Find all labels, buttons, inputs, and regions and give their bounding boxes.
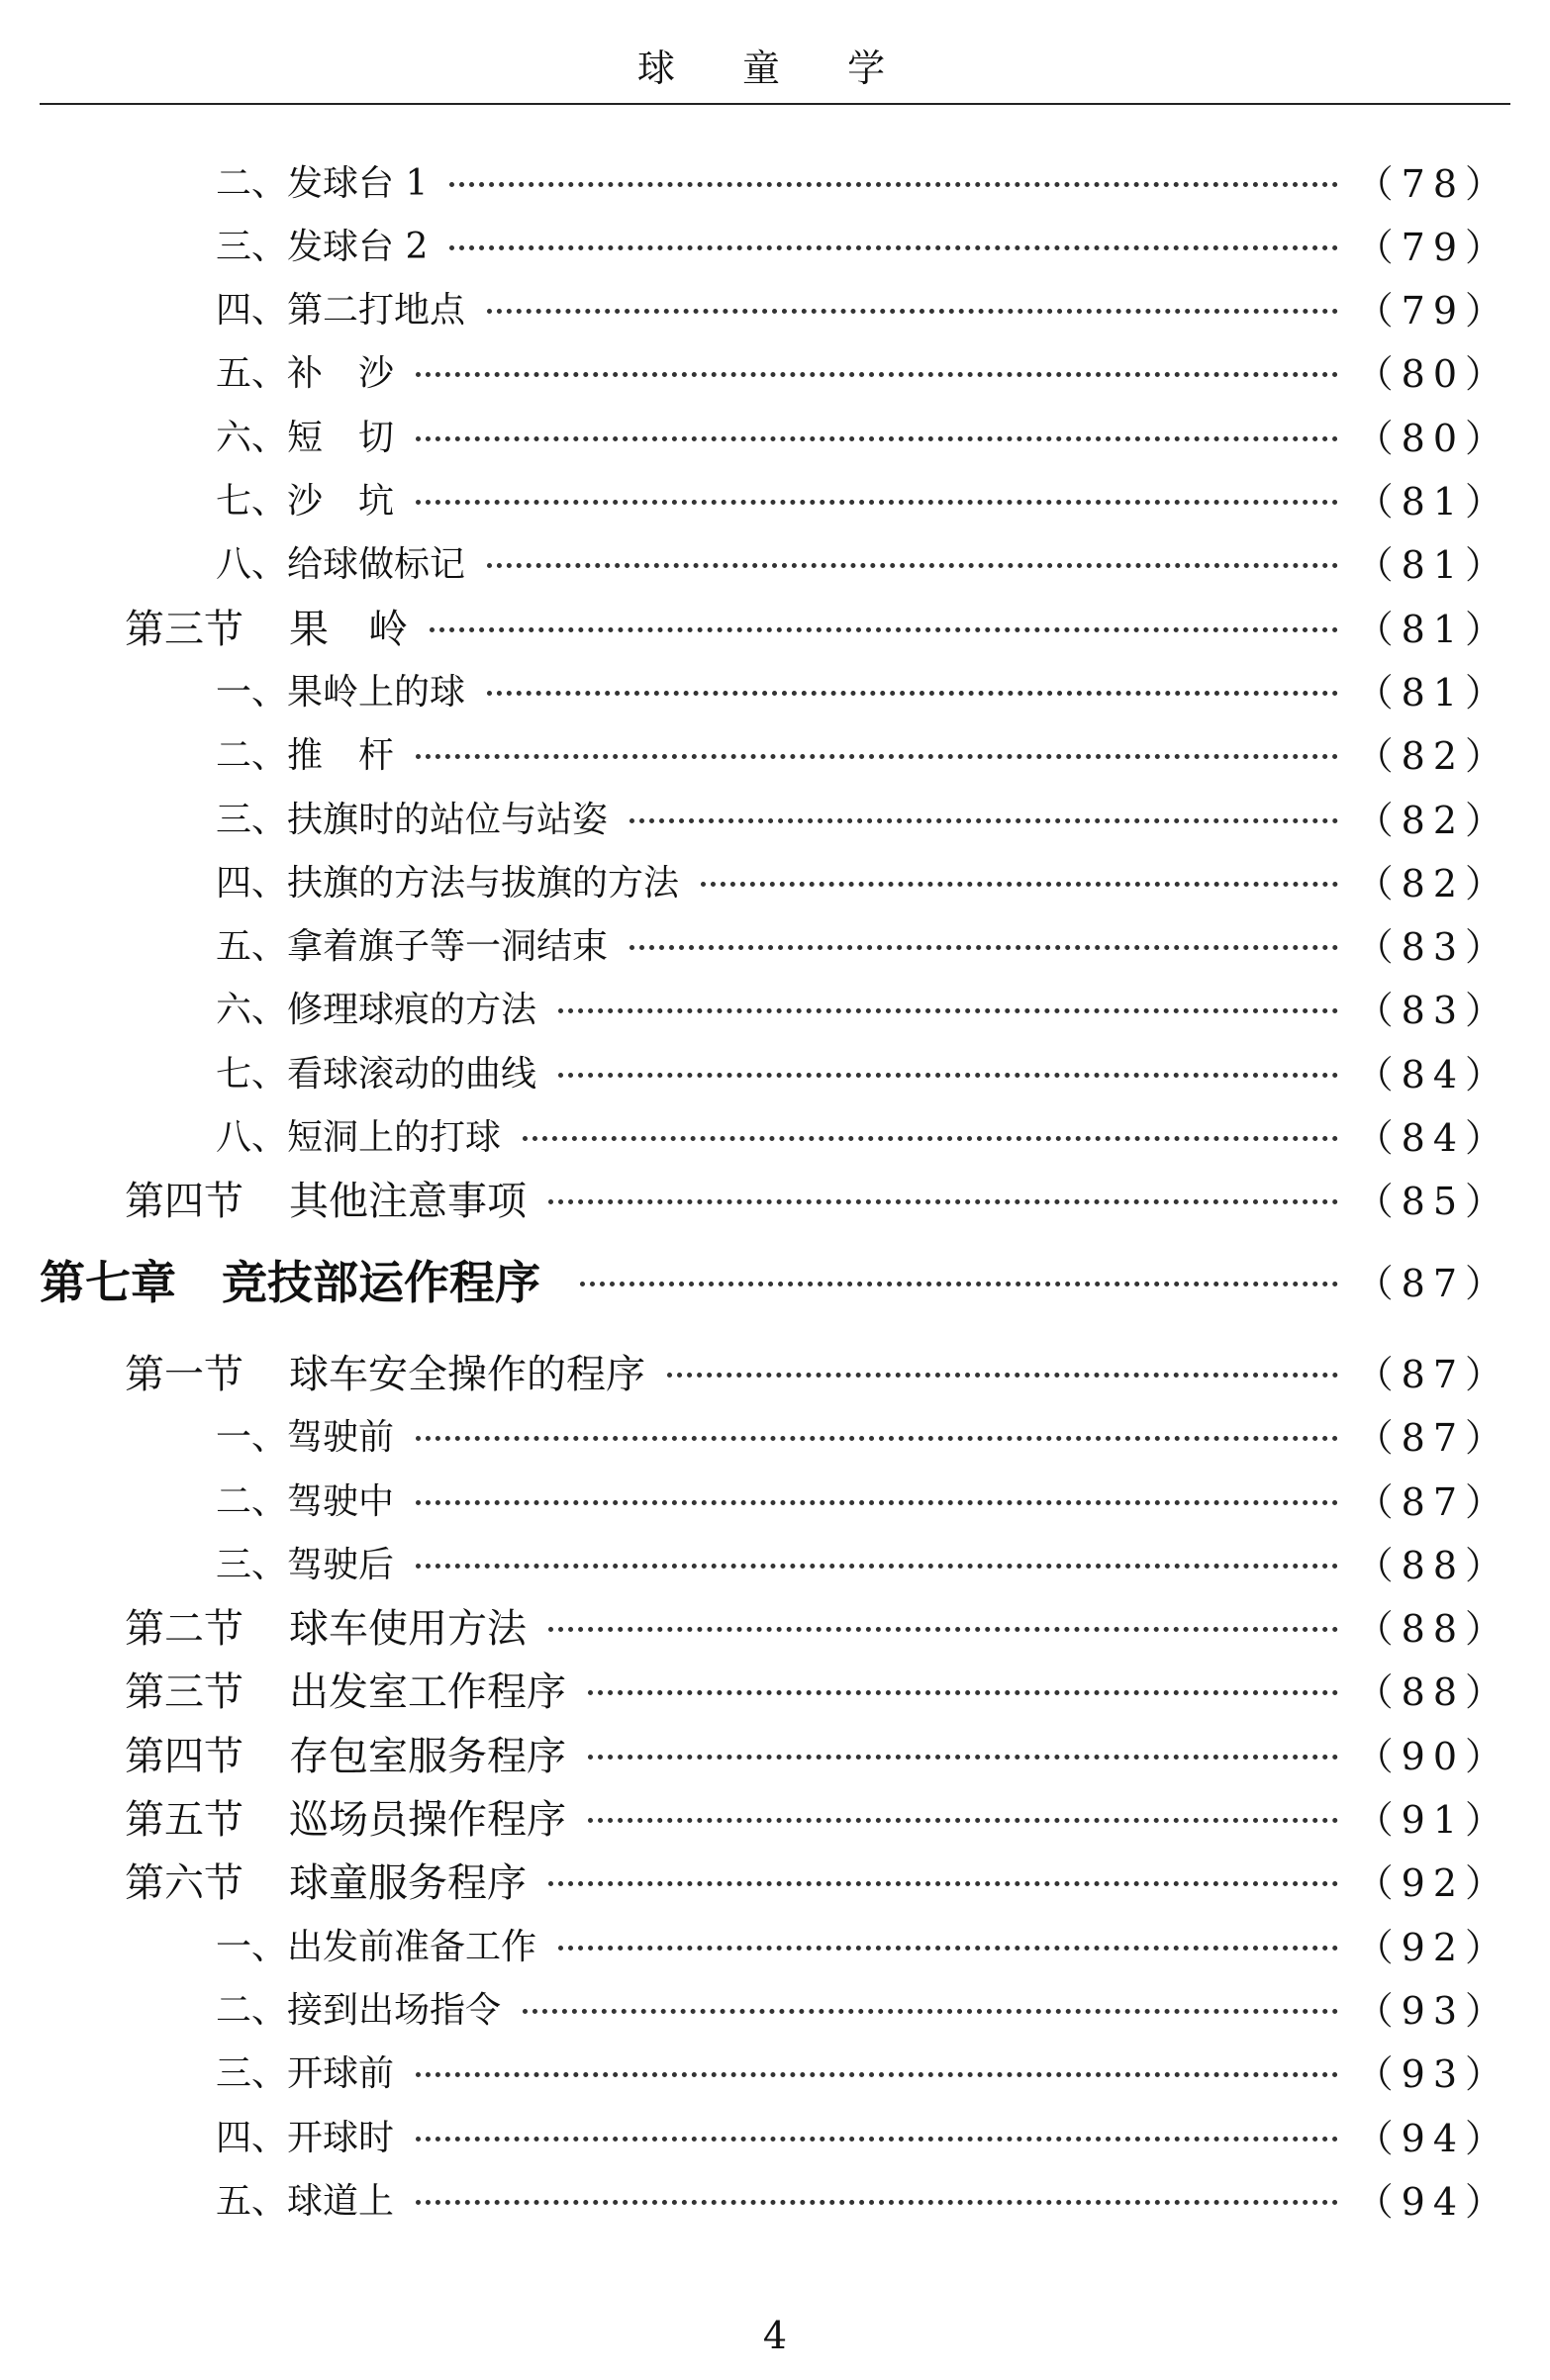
toc-entry-title: 三、开球前 [216,2053,395,2095]
toc-entry-label [216,345,394,396]
toc-entry-title: 三、扶旗时的站位与站姿 [216,799,609,840]
toc-entry-title: 八、给球做标记 [216,544,466,586]
toc-entry-item [216,2166,1510,2230]
toc-entry-number: 第四节 [125,1733,243,1779]
toc-entry-item [216,467,1510,530]
toc-entry-section [125,1721,1510,1784]
toc-entry-page: （81） [1355,480,1510,524]
dot-leader [416,372,1338,377]
toc-entry-label [125,1661,566,1717]
toc-entry-page: （79） [1355,225,1510,269]
toc-entry-label [125,1343,645,1399]
dot-leader [630,945,1338,950]
toc-entry-item [216,339,1510,403]
dot-leader [416,2137,1338,2142]
toc-entry-number: 第三节 [125,606,243,652]
dot-leader [487,309,1338,314]
toc-entry-item [216,148,1510,212]
toc-entry-page: （82） [1355,734,1510,779]
toc-entry-label [216,473,394,524]
dot-leader [416,1564,1338,1569]
dot-leader [558,1946,1338,1951]
dot-leader [416,2200,1338,2205]
toc-entry-section [125,1339,1510,1402]
dot-leader [449,245,1337,250]
dot-leader [630,818,1338,823]
toc-entry-label [216,918,608,969]
dot-leader [588,1755,1338,1760]
page-number: 4 [762,2314,788,2357]
toc-entry-page: （92） [1355,1925,1510,1969]
toc-entry-label [125,1597,527,1654]
toc-entry-page: （88） [1355,1607,1510,1652]
dot-leader [416,436,1338,441]
toc-entry-label [125,1852,527,1908]
toc-entry-title: 二、推 杆 [216,735,395,777]
toc-entry-page: （88） [1355,1670,1510,1715]
toc-entry-label [216,1982,501,2033]
toc-entry-label [216,219,428,269]
toc-entry-title: 一、驾驶前 [216,1417,395,1459]
toc-entry-title: 四、扶旗的方法与拔旗的方法 [216,862,680,904]
toc-entry-item [216,530,1510,594]
toc-entry-title: 六、短 切 [216,417,395,458]
toc-entry-page: （84） [1355,1116,1510,1160]
toc-entry-item [216,1912,1510,1975]
toc-entry-section [125,1658,1510,1721]
toc-entry-page: （79） [1355,289,1510,333]
toc-entry-page: （87） [1355,1261,1510,1305]
toc-entry-page: （88） [1355,1543,1510,1587]
toc-entry-page: （93） [1355,1988,1510,2033]
toc-entry-label [216,1046,536,1096]
dot-leader [667,1373,1338,1378]
toc-entry-section [125,594,1510,657]
toc-entry-label [216,664,465,714]
toc-entry-label [40,1247,540,1312]
toc-entry-title: 存包室服务程序 [289,1733,566,1779]
toc-entry-title: 一、出发前准备工作 [216,1926,537,1967]
toc-entry-title: 其他注意事项 [289,1179,527,1225]
toc-entry-page: （81） [1355,543,1510,588]
toc-entry-page: （82） [1355,798,1510,842]
dot-leader [548,1881,1338,1886]
toc-entry-item [216,785,1510,848]
toc-entry-item [216,1103,1510,1167]
toc-entry-page: （80） [1355,352,1510,397]
toc-entry-title: 一、果岭上的球 [216,671,466,713]
toc-entry-page: （80） [1355,416,1510,460]
toc-entry-title: 球童服务程序 [289,1860,527,1907]
toc-entry-page: （81） [1355,607,1510,651]
toc-entry-item [216,1530,1510,1593]
toc-entry-page: （85） [1355,1180,1510,1224]
dot-leader [548,1199,1338,1204]
toc-entry-item [216,848,1510,911]
dot-leader [430,627,1338,632]
toc-entry-item [216,1975,1510,2039]
toc-entry-number: 第六节 [125,1860,243,1907]
toc-entry-title: 球车使用方法 [289,1606,527,1653]
toc-entry-label [216,1919,536,1969]
dot-leader [588,1690,1338,1695]
toc-entry-item [216,657,1510,720]
toc-entry-page: （92） [1355,1861,1510,1906]
toc-entry-item [216,976,1510,1039]
toc-entry-item [216,1039,1510,1102]
toc-entry-item [216,2103,1510,2166]
toc-entry-label [216,282,465,333]
toc-entry-title: 四、第二打地点 [216,290,466,332]
toc-entry-label [216,2110,394,2160]
dot-leader [416,1436,1338,1441]
dot-leader [416,2072,1338,2077]
toc-entry-title: 六、修理球痕的方法 [216,990,537,1031]
toc-entry-title: 果 岭 [289,606,408,652]
toc-entry-title: 球车安全操作的程序 [289,1351,645,1397]
toc-entry-number: 第三节 [125,1669,243,1716]
dot-leader [487,691,1338,696]
toc-entry-label [216,1409,394,1460]
toc-entry-item [216,212,1510,275]
toc-entry-label [216,1109,501,1160]
toc-entry-label [125,1170,527,1226]
running-header: 球 童 学 [636,47,914,90]
toc-entry-item [216,1403,1510,1467]
dot-leader [487,563,1338,568]
toc-entry-page: （90） [1355,1734,1510,1778]
toc-entry-title: 八、短洞上的打球 [216,1117,502,1158]
toc-entry-item [216,912,1510,976]
toc-entry-label [216,155,428,206]
toc-entry-page: （94） [1355,2179,1510,2224]
dot-leader [416,1500,1338,1505]
toc-entry-label [125,598,408,654]
toc-entry-label [216,410,394,460]
toc-entry-title: 巡场员操作程序 [289,1797,566,1843]
toc-entry-section [125,1594,1510,1658]
toc-entry-page: （82） [1355,861,1510,905]
toc-entry-label [216,727,394,778]
toc-entry-section [125,1167,1510,1230]
toc-entry-number: 第四节 [125,1179,243,1225]
toc-entry-page: （83） [1355,925,1510,970]
header-rule [40,103,1510,105]
toc-entry-page: （93） [1355,2052,1510,2097]
dot-leader [548,1627,1338,1632]
toc-entry-chapter [40,1248,1510,1311]
dot-leader [416,754,1338,759]
toc-entry-label [125,1788,566,1845]
toc-entry-title: 二、驾驶中 [216,1480,395,1522]
dot-leader [523,1136,1338,1141]
toc-entry-page: （81） [1355,670,1510,714]
toc-entry-section [125,1785,1510,1849]
toc-entry-label [125,1725,566,1781]
dot-leader [558,1008,1338,1013]
toc-entry-page: （91） [1355,1798,1510,1842]
toc-entry-number: 第五节 [125,1797,243,1843]
dot-leader [701,882,1338,887]
toc-entry-label [216,855,679,905]
toc-entry-item [216,403,1510,466]
toc-entry-label [216,2046,394,2096]
toc-entry-number: 第一节 [125,1351,243,1397]
toc-entry-item [216,2040,1510,2103]
toc-entry-label [216,982,536,1032]
toc-entry-item [216,1467,1510,1530]
toc-entry-label [216,792,608,842]
toc-entry-title: 五、补 沙 [216,353,395,395]
toc-entry-label [216,2173,394,2224]
toc-entry-page: （84） [1355,1052,1510,1096]
toc-entry-title: 出发室工作程序 [289,1669,566,1716]
toc-entry-number: 第七章 [40,1256,176,1310]
toc-entry-title: 三、驾驶后 [216,1544,395,1585]
toc-entry-title: 七、看球滚动的曲线 [216,1053,537,1095]
dot-leader [580,1282,1338,1286]
toc-entry-number: 第二节 [125,1606,243,1653]
toc-entry-title: 三、发球台 2 [216,226,429,267]
toc-entry-title: 二、发球台 1 [216,162,429,204]
toc-entry-page: （94） [1355,2116,1510,2160]
dot-leader [523,2009,1338,2014]
toc-entry-title: 二、接到出场指令 [216,1989,502,2031]
dot-leader [558,1073,1338,1078]
toc-entry-page: （87） [1355,1416,1510,1461]
dot-leader [416,500,1338,505]
dot-leader [449,182,1337,187]
toc-entry-label [216,536,465,587]
toc-entry-page: （87） [1355,1479,1510,1524]
toc-entry-label [216,1474,394,1524]
toc-entry-page: （87） [1355,1352,1510,1396]
dot-leader [588,1818,1338,1823]
toc-entry-section [125,1849,1510,1912]
toc-entry-page: （78） [1355,161,1510,206]
toc-entry-item [216,721,1510,785]
toc-entry-title: 七、沙 坑 [216,481,395,522]
toc-entry-title: 竞技部运作程序 [222,1256,540,1310]
toc-entry-title: 五、拿着旗子等一洞结束 [216,926,609,968]
toc-entry-item [216,276,1510,339]
toc-entry-title: 五、球道上 [216,2180,395,2222]
toc-entry-page: （83） [1355,989,1510,1033]
toc-entry-title: 四、开球时 [216,2117,395,2158]
toc-entry-label [216,1537,394,1587]
